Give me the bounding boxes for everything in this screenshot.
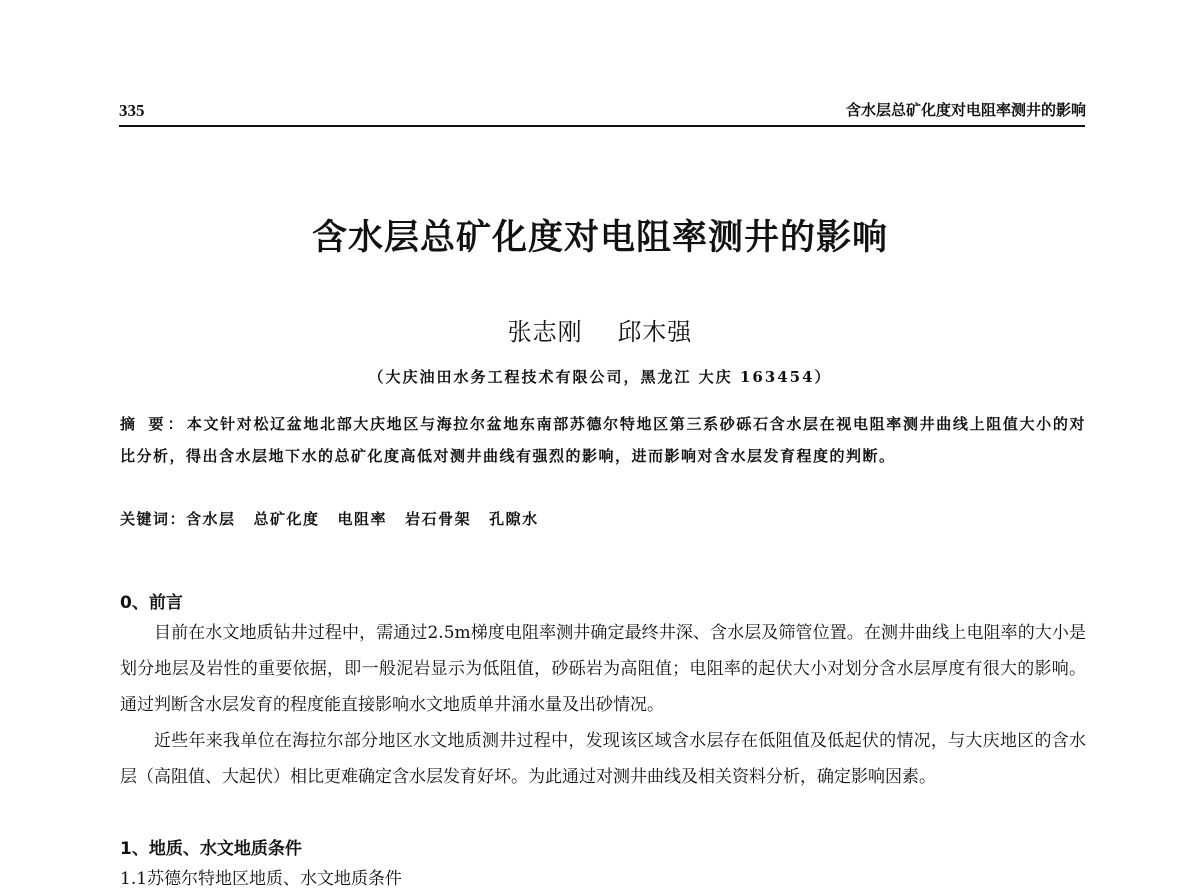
paragraph-2: 近些年来我单位在海拉尔部分地区水文地质测井过程中，发现该区域含水层存在低阻值及低起伏的情况，与大庆地区的含水层（高阻值、大起伏）相比更难确定含水层发育好坏。为此通过对测井曲线及相关资料分析，确定影响因素。 (120, 731, 1086, 787)
section-heading-intro: 0、前言 (120, 593, 183, 613)
section-heading-1: 1、地质、水文地质条件 (120, 839, 302, 859)
abstract-text: 本文针对松辽盆地北部大庆地区与海拉尔盆地东南部苏德尔特地区第三系砂砾石含水层在视电阻率测井曲线上阻值大小的对比分析，得出含水层地下水的总矿化度高低对测井曲线有强烈的影响，进而影响对含水层发育程度的判断。 (120, 415, 1086, 465)
keywords (120, 503, 557, 535)
abstract (120, 408, 1086, 472)
running-title: 含水层总矿化度对电阻率测井的影响 (845, 101, 1086, 119)
authors (0, 312, 1200, 347)
page-number: 335 (119, 101, 145, 120)
author-1: 张志刚 (507, 318, 583, 346)
paper-title: 含水层总矿化度对电阻率测井的影响 (311, 218, 888, 258)
header-rule (119, 125, 1085, 127)
keyword: 电阻率 (337, 510, 388, 528)
keyword: 孔隙水 (489, 510, 539, 528)
keyword: 岩石骨架 (405, 510, 472, 528)
keyword: 总矿化度 (253, 510, 320, 528)
keyword: 含水层 (186, 510, 236, 528)
affiliation: （大庆油田水务工程技术有限公司，黑龙江 大庆 163454） (368, 368, 832, 386)
author-2: 邱木强 (617, 318, 693, 346)
abstract-label: 摘 要： (120, 415, 187, 433)
keywords-label: 关键词： (120, 510, 187, 528)
paragraph-1: 目前在水文地质钻井过程中，需通过2.5m梯度电阻率测井确定最终井深、含水层及筛管位置。在测井曲线上电阻率的大小是划分地层及岩性的重要依据，即一般泥岩显示为低阻值，砂砾岩为高阻值；电阻率的起伏大小对划分含水层厚度有很大的影响。通过判断含水层发育的程度能直接影响水文地质单井涌水量及出砂情况。 (120, 623, 1086, 715)
subsection-heading-1-1: 1.1苏德尔特地区地质、水文地质条件 (120, 869, 403, 889)
